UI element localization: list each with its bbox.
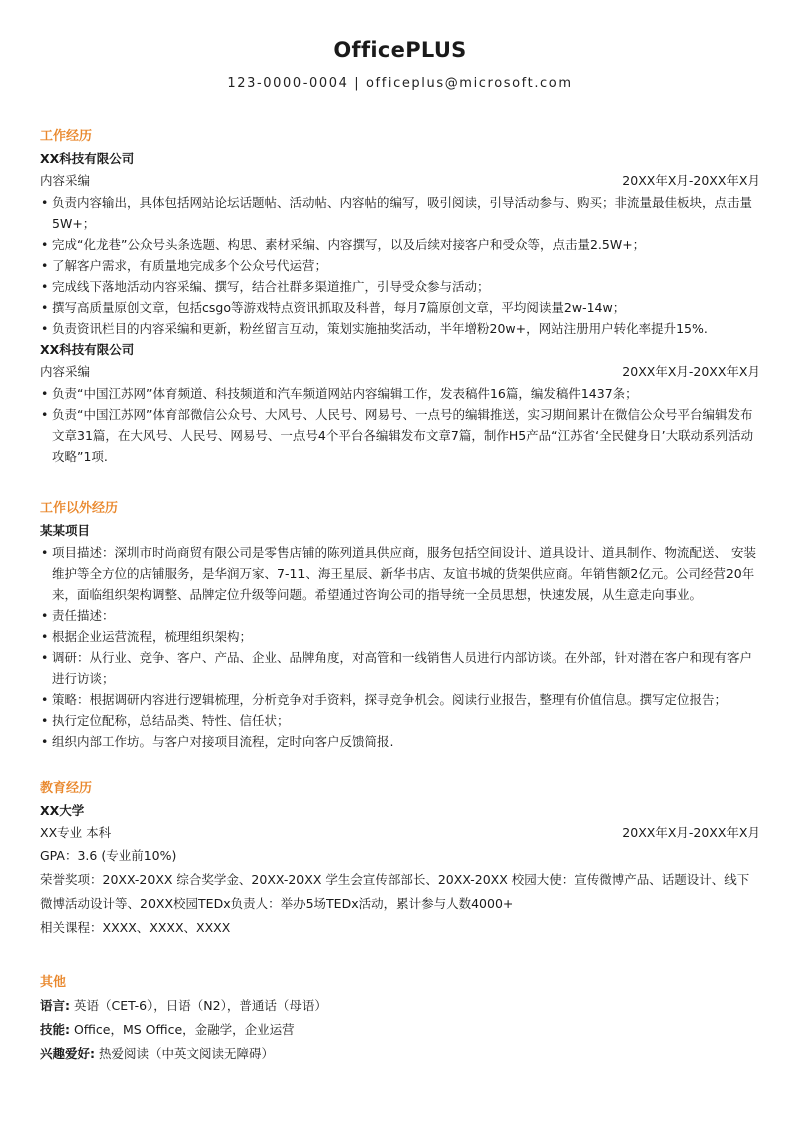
other-section bbox=[40, 972, 760, 1066]
bullet-item: • 了解客户需求，有质量地完成多个公众号代运营； bbox=[40, 255, 760, 276]
other-key: 兴趣爱好: bbox=[40, 1046, 95, 1061]
major-row bbox=[40, 822, 760, 844]
job-role: 内容采编 bbox=[40, 364, 91, 379]
bullet-item: • 根据企业运营流程，梳理组织架构； bbox=[40, 626, 760, 647]
job-date: 20XX年X月-20XX年X月 bbox=[622, 173, 760, 188]
bullet-item: • 调研：从行业、竞争、客户、产品、企业、品牌角度，对高管和一线销售人员进行内部访谈。在外部，针对潜在客户和现有客户进行访谈； bbox=[40, 647, 760, 689]
gpa: GPA：3.6 (专业前10%) bbox=[40, 848, 177, 863]
job-bullets bbox=[40, 192, 760, 339]
project-bullets bbox=[40, 542, 760, 752]
job-bullets bbox=[40, 383, 760, 467]
contact-line: 123-0000-0004 | officeplus@microsoft.com bbox=[227, 76, 573, 91]
bullet-item: • 负责资讯栏目的内容采编和更新，粉丝留言互动，策划实施抽奖活动，半年增粉20w+，网站注册用户转化率提升15%. bbox=[40, 318, 760, 339]
extra-section bbox=[40, 498, 760, 752]
courses: 相关课程：XXXX、XXXX、XXXX bbox=[40, 920, 231, 935]
company-name: XX科技有限公司 bbox=[40, 342, 135, 357]
bullet-item: • 策略：根据调研内容进行逻辑梳理，分析竞争对手资料，探寻竞争机会。阅读行业报告，整理有价值信息。撰写定位报告； bbox=[40, 689, 760, 710]
section-title-other: 其他 bbox=[40, 975, 67, 990]
other-value: 英语（CET-6），日语（N2），普通话（母语） bbox=[70, 998, 327, 1013]
section-title-extra: 工作以外经历 bbox=[40, 501, 119, 516]
bullet-item: • 责任描述： bbox=[40, 605, 760, 626]
bullet-item: • 项目描述：深圳市时尚商贸有限公司是零售店铺的陈列道具供应商，服务包括空间设计、道具设计、道具制作、物流配送、 安装维护等全方位的店铺服务，是华润万家、7-11、海王星辰、新华书店、友谊书城的货架供应商。年销售额2亿元。公司经营20年来，面临组织架构调整、品牌定位升级等问题。希望通过咨询公司的指导统一全员思想，快速发展，从生意走向事业。 bbox=[40, 542, 760, 605]
work-section bbox=[40, 126, 760, 467]
bullet-item: • 负责内容输出，具体包括网站论坛话题帖、活动帖、内容帖的编写，吸引阅读，引导活动参与、购买；非流量最佳板块，点击量5W+； bbox=[40, 192, 760, 234]
bullet-item: • 撰写高质量原创文章，包括csgo等游戏特点资讯抓取及科普，每月7篇原创文章，平均阅读量2w-14w； bbox=[40, 297, 760, 318]
section-title-education: 教育经历 bbox=[40, 781, 93, 796]
bullet-item: • 组织内部工作坊。与客户对接项目流程，定时向客户反馈简报. bbox=[40, 731, 760, 752]
bullet-item: • 执行定位配称，总结品类、特性、信任状； bbox=[40, 710, 760, 731]
bullet-item: • 完成“化龙巷”公众号头条选题、构思、素材采编、内容撰写，以及后续对接客户和受众等，点击量2.5W+； bbox=[40, 234, 760, 255]
other-item-language bbox=[40, 994, 760, 1018]
other-key: 语言: bbox=[40, 998, 70, 1013]
bullet-item: • 负责“中国江苏网”体育频道、科技频道和汽车频道网站内容编辑工作，发表稿件16篇，编发稿件1437条； bbox=[40, 383, 760, 404]
role-row bbox=[40, 361, 760, 383]
job-entry bbox=[40, 148, 760, 339]
job-entry bbox=[40, 339, 760, 467]
project-name: 某某项目 bbox=[40, 523, 91, 538]
honors: 荣誉奖项：20XX-20XX 综合奖学金、20XX-20XX 学生会宣传部部长、20XX-20XX 校园大使：宣传微博产品、话题设计、线下微博活动设计等、20XX校园TEDx负责人：举办5场TEDx活动，累计参与人数4000+ bbox=[40, 872, 750, 911]
major: XX专业 本科 bbox=[40, 825, 112, 840]
other-value: Office，MS Office，金融学，企业运营 bbox=[70, 1022, 295, 1037]
other-value: 热爱阅读（中英文阅读无障碍） bbox=[95, 1046, 274, 1061]
education-date: 20XX年X月-20XX年X月 bbox=[622, 825, 760, 840]
other-item-hobbies bbox=[40, 1042, 760, 1066]
other-item-skills bbox=[40, 1018, 760, 1042]
bullet-item: • 完成线下落地活动内容采编、撰写，结合社群多渠道推广，引导受众参与活动； bbox=[40, 276, 760, 297]
job-role: 内容采编 bbox=[40, 173, 91, 188]
company-name: XX科技有限公司 bbox=[40, 151, 135, 166]
job-date: 20XX年X月-20XX年X月 bbox=[622, 364, 760, 379]
other-key: 技能: bbox=[40, 1022, 70, 1037]
resume-name: OfficePLUS bbox=[333, 38, 467, 62]
role-row bbox=[40, 170, 760, 192]
education-section bbox=[40, 778, 760, 940]
school-name: XX大学 bbox=[40, 803, 85, 818]
section-title-work: 工作经历 bbox=[40, 129, 93, 144]
bullet-item: • 负责“中国江苏网”体育部微信公众号、大风号、人民号、网易号、一点号的编辑推送，实习期间累计在微信公众号平台编辑发布文章31篇，在大风号、人民号、网易号、一点号4个平台各编辑发布文章7篇，制作H5产品“江苏省‘全民健身日’大联动系列活动攻略”1项. bbox=[40, 404, 760, 467]
